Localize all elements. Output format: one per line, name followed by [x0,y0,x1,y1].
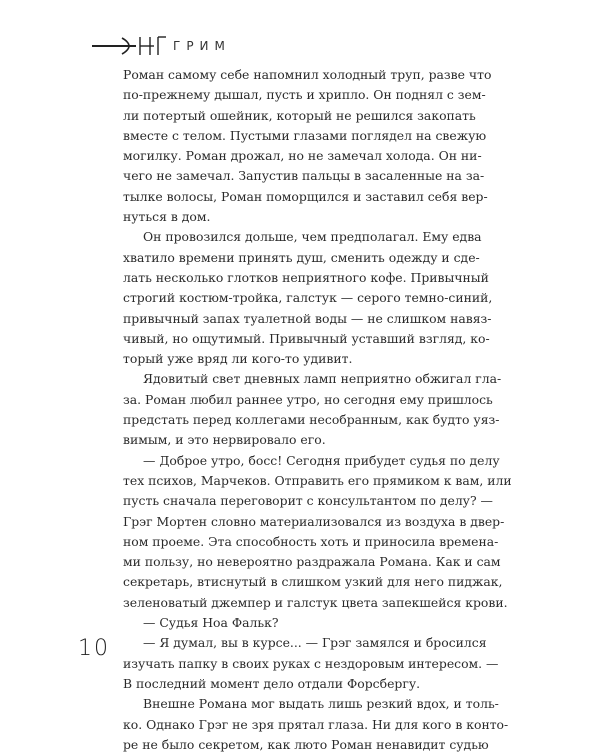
text-line: могилку. Роман дрожал, но не замечал холода. Он ни- [123,148,482,164]
text-line: торый уже вряд ли кого-то удивит. [123,351,353,367]
text-line: — Судья Ноа Фальк? [143,615,279,631]
running-header-title: ГРИМ [173,39,231,53]
text-line: вместе с телом. Пустыми глазами поглядел на свежую [123,127,487,143]
text-line: хватило времени принять душ, сменить одежду и сде- [123,249,480,265]
page-footer [78,636,118,670]
text-line: привычный запах туалетной воды — не слишком навяз- [123,310,492,326]
text-line: предстать перед коллегами несобранным, как будто уяз- [123,412,500,428]
text-line: Грэг Мортен словно материализовался из воздуха в двер- [123,513,505,529]
text-line: строгий костюм-тройка, галстук — серого темно-синий, [123,290,493,306]
text-line: тех психов, Марчеков. Отправить его прямиком к вам, или [123,472,512,488]
text-line: тылке волосы, Роман поморщился и заставил себя вер- [123,188,488,204]
text-line: ном проеме. Эта способность хоть и приносила времена- [123,533,499,549]
text-line: — Доброе утро, босс! Сегодня прибудет судья по делу [143,452,500,468]
text-line: ре не было секретом, как люто Роман ненавидит судью [123,736,489,752]
text-line: вимым, и это нервировало его. [123,432,326,448]
text-line: по-прежнему дышал, пусть и хрипло. Он поднял с зем- [123,87,486,103]
text-line: изучать папку в своих руках с нездоровым интересом. — [123,655,499,671]
page-number: 10 [78,636,110,661]
trident-ornament-icon [92,34,168,62]
text-line: чивый, но ощутимый. Привычный уставший взгляд, ко- [123,330,490,346]
running-header [92,34,292,58]
text-line: Внешне Романа мог выдать лишь резкий вдох, и толь- [143,696,499,712]
text-line: за. Роман любил раннее утро, но сегодня ему пришлось [123,391,493,407]
text-line: Ядовитый свет дневных ламп неприятно обжигал гла- [143,371,502,387]
text-line: ко. Однако Грэг не зря прятал глаза. Ни для кого в конто- [123,716,509,732]
text-line: — Я думал, вы в курсе... — Грэг замялся и бросился [143,635,487,651]
text-line: Он провозился дольше, чем предполагал. Ему едва [143,229,482,245]
text-line: пусть сначала переговорит с консультантом по делу? — [123,493,493,509]
text-line: ми пользу, но невероятно раздражала Романа. Как и сам [123,554,501,570]
text-line: лать несколько глотков неприятного кофе. Привычный [123,269,489,285]
text-line: секретарь, втиснутый в слишком узкий для него пиджак, [123,574,503,590]
text-line: зеленоватый джемпер и галстук цвета запекшейся крови. [123,594,508,610]
text-line: В последний момент дело отдали Форсбергу. [123,675,421,691]
text-line: чего не замечал. Запустив пальцы в засаленные на за- [123,168,485,184]
text-line: Роман самому себе напомнил холодный труп, разве что [123,67,492,82]
text-line: нуться в дом. [123,209,211,225]
page-body [123,65,512,755]
text-line: ли потертый ошейник, который не решился закопать [123,107,476,123]
